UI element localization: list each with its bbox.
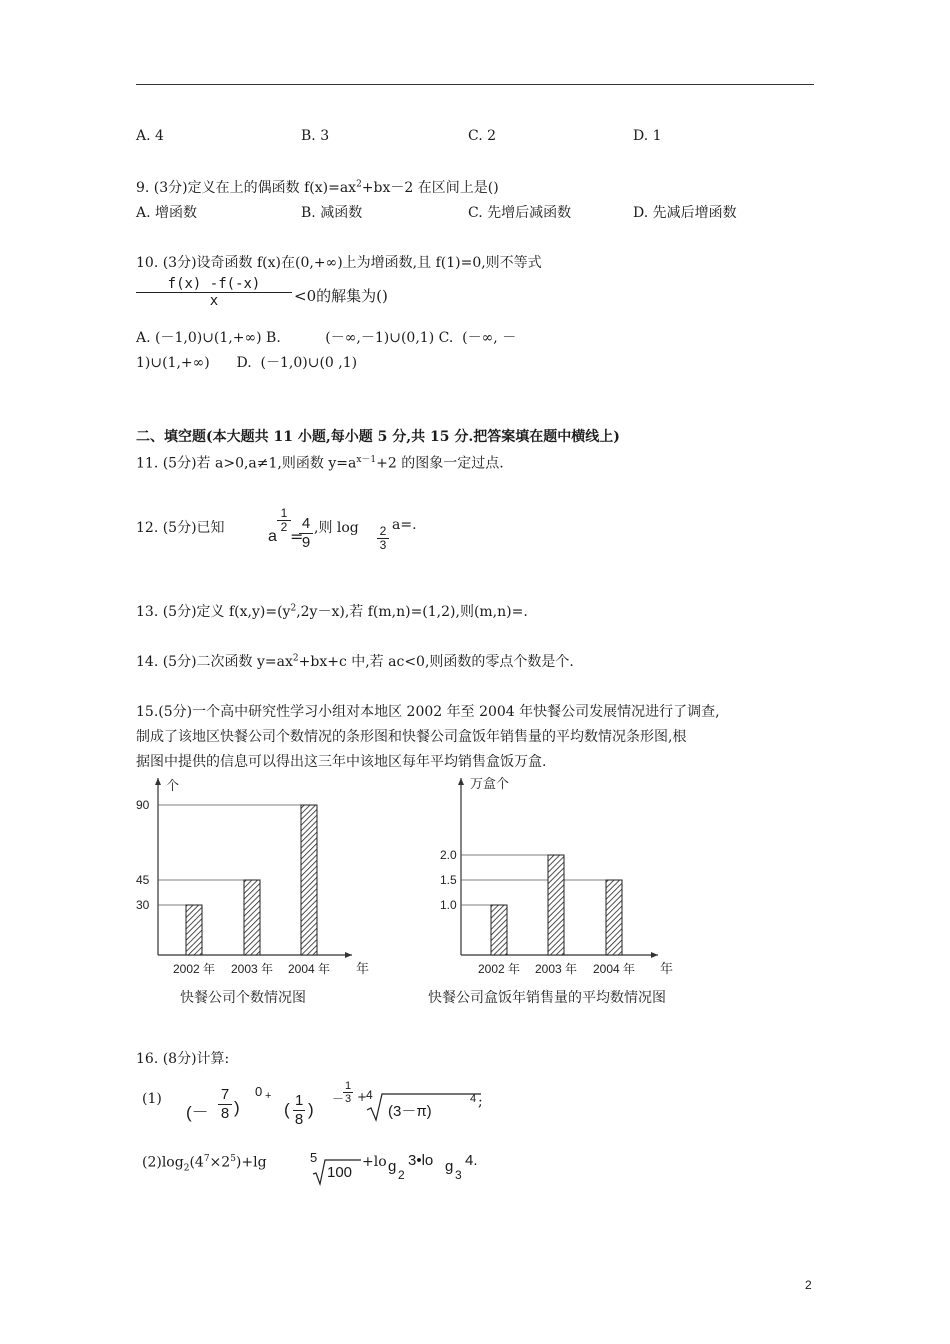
q13-a: 13. (5分)定义 f(x,y)=(y [136, 604, 291, 620]
chart-company-count [136, 778, 369, 1005]
x-axis-label: 年 [660, 961, 674, 976]
y-tick-label: 90 [136, 798, 150, 812]
y-tick-label: 1.0 [440, 898, 457, 912]
q16-p1-end: ; [478, 1094, 483, 1110]
x-tick-label: 2003 年 [230, 962, 274, 976]
bar [606, 880, 622, 955]
x-tick-label: 2002 年 [172, 962, 216, 976]
q16-p2-sup2: 5 [230, 1154, 236, 1164]
q12-sub-den: 3 [379, 538, 387, 552]
q16-p2-f: 4. [465, 1152, 478, 1169]
q13-b: ,2y－x),若 f(m,n)=(1,2),则(m,n)=. [296, 604, 528, 620]
q12-prefix: 12. (5分)已知 [136, 520, 225, 536]
q16-p1-label: (1) [142, 1091, 162, 1107]
x-tick-label: 2003 年 [534, 962, 578, 976]
q12-exp-den: 2 [280, 520, 288, 534]
q16-p1-b-num: 1 [295, 1092, 304, 1109]
q16-p1-plus2: + [357, 1090, 368, 1104]
q16-p2-g1: g [388, 1158, 397, 1175]
q8-option-a: A. 4 [136, 128, 164, 144]
q12-num: 4 [299, 515, 313, 534]
q9-option-b: B. 减函数 [301, 205, 363, 221]
q16-p2-sub: 2 [183, 1163, 190, 1174]
q12-sub-num: 2 [377, 525, 389, 539]
bar [244, 880, 260, 955]
q16-p1-a-exp: 0 [255, 1084, 263, 1099]
q16-p1-a-close: ) [234, 1098, 240, 1117]
q16-p2-g2: g [445, 1158, 454, 1175]
q16-p2-e: 3•lo [408, 1152, 434, 1169]
bar [491, 905, 507, 955]
q10-frac-numerator: f(x) -f(-x) [136, 276, 292, 293]
x-tick-label: 2004 年 [287, 962, 331, 976]
q16-p1-b-exp-den: 3 [344, 1093, 352, 1105]
q16-p1-a-den: 8 [220, 1105, 230, 1122]
q15-line2: 制成了该地区快餐公司个数情况的条形图和快餐公司盒饭年销售量的平均数情况条形图,根 [136, 729, 687, 745]
bar [301, 805, 317, 955]
bar [186, 905, 202, 955]
q14-sup: 2 [292, 653, 299, 664]
q16-p1-b-open: ( [284, 1100, 290, 1119]
q10-options-line1: A. (－1,0)∪(1,+∞) B. (－∞,－1)∪(0,1) C. (－∞, － [136, 330, 517, 346]
q11-a: 11. (5分)若 a>0,a≠1,则函数 y=a [136, 455, 357, 472]
chart-lunch-sales [428, 776, 673, 1005]
page-number: 2 [805, 1278, 812, 1292]
q16-p1-plus1: + [265, 1090, 272, 1102]
q16-p1-root-index: 4 [366, 1088, 373, 1102]
q8-option-d: D. 1 [633, 128, 662, 144]
q16-p2-sub3: 3 [455, 1168, 462, 1182]
q10-stem: 10. (3分)设奇函数 f(x)在(0,+∞)上为增函数,且 f(1)=0,则不等式 [136, 255, 542, 271]
q11-sup: x－1 [356, 455, 377, 465]
x-axis-arrow [345, 952, 352, 958]
q10-options-line2: 1)∪(1,+∞) D. (－1,0)∪(0 ,1) [136, 355, 358, 371]
q12-mid: ,则 log [314, 520, 359, 536]
bar [548, 855, 564, 955]
q8-option-b: B. 3 [301, 128, 330, 144]
chart-title: 快餐公司盒饭年销售量的平均数情况图 [428, 989, 666, 1005]
y-tick-label: 1.5 [440, 873, 457, 887]
q9-sup: 2 [356, 179, 362, 190]
q16-p2-a: (4 [189, 1154, 204, 1171]
q16-p1-radicand: (3－π) [388, 1103, 432, 1120]
q15-line1: 15.(5分)一个高中研究性学习小组对本地区 2002 年至 2004 年快餐公司发展情况进行了调查, [136, 704, 720, 720]
q16-stem: 16. (8分)计算: [136, 1051, 230, 1067]
q16-p1-a-num: 7 [218, 1086, 232, 1105]
x-tick-label: 2002 年 [477, 962, 521, 976]
q16-p1-b-exp-num: 1 [345, 1080, 352, 1092]
q16-p2-b: ×2 [209, 1154, 231, 1171]
x-tick-label: 2004 年 [592, 962, 636, 976]
q15-line3: 据图中提供的信息可以得出这三年中该地区每年平均销售盒饭万盒. [136, 754, 547, 770]
q16-p2 [142, 1154, 267, 1173]
q10-frac-denominator: x [209, 293, 219, 309]
q11-b: +2 的图象一定过点. [376, 455, 504, 472]
q16-p1-b-exp-frac [343, 1080, 353, 1105]
q12-base: a [268, 528, 277, 545]
q13-sup: 2 [290, 603, 297, 614]
y-tick-label: 45 [136, 873, 150, 887]
y-tick-label: 2.0 [440, 848, 457, 862]
q16-p1-radicand-exp: 4 [470, 1093, 477, 1105]
q9-stem-a: 9. (3分)定义在上的偶函数 f(x)=ax [136, 180, 357, 196]
q9-stem-b: +bx－2 在区间上是() [361, 180, 499, 196]
q9-option-c: C. 先增后减函数 [468, 205, 572, 221]
q16-p2-sup1: 7 [203, 1154, 210, 1164]
q14-b: +bx+c 中,若 ac<0,则函数的零点个数是个. [298, 654, 574, 670]
q8-option-c: C. 2 [468, 128, 497, 144]
q16-p1-b-close: ) [308, 1100, 314, 1119]
y-axis-label: 万盒个 [470, 776, 510, 791]
q9-option-d: D. 先减后增函数 [633, 205, 737, 221]
y-axis-arrow [458, 778, 464, 785]
q16-p2-radicand: 100 [327, 1164, 353, 1181]
q14-a: 14. (5分)二次函数 y=ax [136, 654, 293, 670]
q16-p2-sub2: 2 [398, 1168, 405, 1182]
q16-p2-d: +lo [362, 1154, 387, 1170]
q10-tail: <0的解集为() [294, 287, 388, 305]
q16-p2-root-index: 5 [310, 1150, 318, 1165]
section2-heading: 二、填空题(本大题共 11 小题,每小题 5 分,共 15 分.把答案填在题中横线上) [136, 429, 620, 445]
q12-exp-num: 1 [277, 507, 291, 521]
q16-p1-b-exp: － [332, 1092, 345, 1106]
q16-p1-frac-a [218, 1086, 232, 1123]
q16-p1-a: (－ [186, 1103, 209, 1122]
q16-p1-frac-b [293, 1092, 305, 1129]
y-tick-label: 30 [136, 898, 150, 912]
q12-den: 9 [301, 534, 311, 551]
q16-p2-label: (2)log [142, 1154, 184, 1171]
q12-eq: = [290, 527, 304, 546]
q9-option-a: A. 增函数 [136, 205, 198, 221]
y-axis-arrow [155, 778, 161, 785]
chart-title: 快餐公司个数情况图 [180, 989, 306, 1005]
q12-tail: a=. [392, 517, 417, 533]
q16-p1-b-den: 8 [294, 1111, 304, 1128]
x-axis-label: 年 [356, 961, 370, 976]
x-axis-arrow [651, 952, 658, 958]
y-axis-label: 个 [166, 778, 180, 793]
q16-p2-c: )+lg [235, 1154, 267, 1171]
